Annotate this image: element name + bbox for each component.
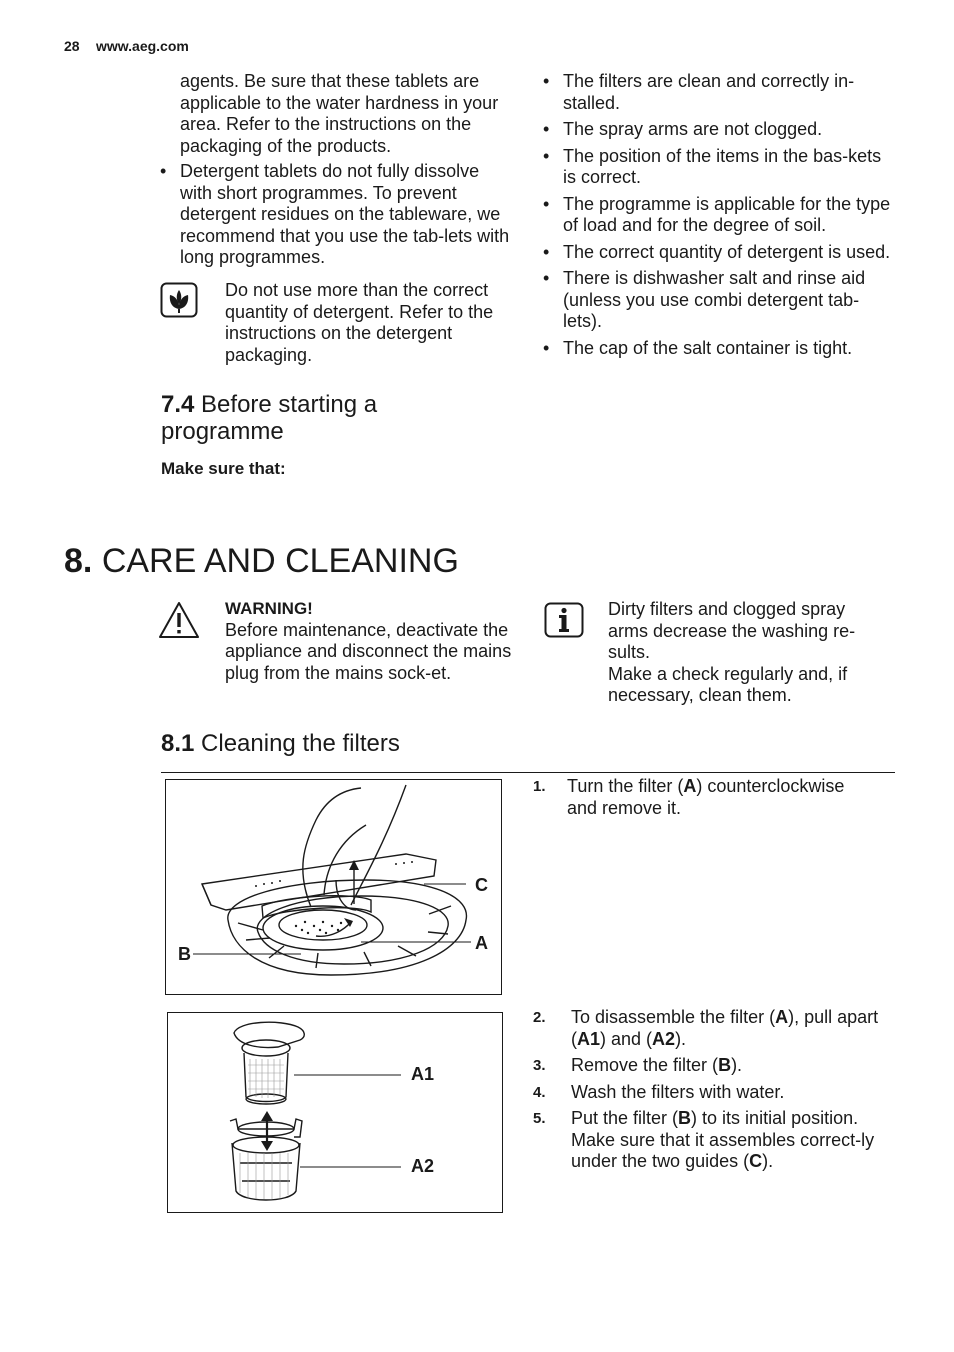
eco-leaf-icon — [160, 282, 198, 318]
section-title: Before starting a programme — [161, 391, 378, 445]
warning-block — [225, 598, 517, 684]
step-ref: B — [678, 1108, 692, 1128]
info-icon — [544, 602, 584, 638]
section-7-4-heading — [161, 391, 491, 445]
filter-removal-illustration — [166, 780, 501, 994]
list-item: • There is dishwasher salt and rinse aid (unless you use combi detergent tab-lets). — [543, 268, 898, 333]
step-ref: A2 — [652, 1028, 676, 1049]
figure-label-a1: A1 — [411, 1064, 435, 1084]
step-text: ), pull apart ( — [571, 1007, 879, 1049]
step-text: Remove the filter ( — [571, 1055, 719, 1075]
step-ref: A — [775, 1007, 789, 1027]
warning-heading: WARNING! — [225, 599, 313, 618]
step-item — [533, 1055, 885, 1077]
list-item: • The cap of the salt container is tight. — [543, 338, 898, 360]
step-ref: A — [683, 776, 697, 796]
chapter-heading — [64, 542, 459, 580]
section-number: 7.4 — [161, 391, 195, 418]
figure-label-b: B — [178, 944, 191, 964]
step-number: 3. — [533, 1057, 546, 1074]
step-number: 4. — [533, 1083, 546, 1101]
step-text: Put the filter ( — [571, 1108, 679, 1128]
eco-note-text: Do not use more than the correct quantity of detergent. Refer to the instructions on the detergent packaging. — [225, 280, 494, 365]
step-text: ) counterclockwise and remove it. — [567, 776, 845, 818]
chapter-title: CARE AND CLEANING — [101, 542, 459, 580]
step-text: ) and ( — [600, 1028, 653, 1049]
figure-label-c: C — [475, 875, 488, 895]
list-item: • The spray arms are not clogged. — [543, 119, 898, 141]
step-text: Turn the filter ( — [567, 776, 684, 796]
section-number: 8.1 — [161, 730, 195, 757]
list-item: • The programme is applicable for the type of load and for the degree of soil. — [543, 194, 898, 237]
checklist — [543, 71, 898, 364]
step-item — [533, 1082, 885, 1104]
chapter-number: 8. — [64, 542, 93, 580]
figure-label-a2: A2 — [411, 1156, 435, 1176]
step-ref: A1 — [577, 1028, 601, 1049]
page-number: 28 — [64, 38, 80, 54]
step-ref: C — [749, 1151, 763, 1171]
info-note-line2: Make a check regularly and, if necessary, clean them. — [608, 663, 848, 705]
info-note — [608, 599, 890, 707]
list-item: • The correct quantity of detergent is used. — [543, 242, 898, 264]
step-ref: B — [718, 1055, 732, 1075]
figure-filter-removal — [165, 779, 502, 995]
section-rule — [161, 772, 895, 773]
list-item: • Detergent tablets do not fully dissolve with short programmes. To prevent detergent residues on the tableware, we recommend that you use the tab-lets with long programmes. — [160, 161, 515, 269]
steps-list-2 — [533, 1007, 885, 1178]
step-text: ). — [731, 1055, 743, 1075]
step-text: ). — [675, 1028, 687, 1049]
filter-disassembly-illustration — [168, 1013, 502, 1212]
list-item: • The filters are clean and correctly in-stalled. — [543, 71, 898, 114]
step-number: 5. — [533, 1110, 546, 1127]
step-text: ). — [762, 1151, 774, 1171]
step-item — [533, 1007, 885, 1050]
section-8-1-heading — [161, 730, 400, 757]
info-note-line1: Dirty filters and clogged spray arms decrease the washing re-sults. — [608, 599, 856, 662]
figure-label-a: A — [475, 933, 488, 953]
step-item — [533, 1108, 885, 1173]
step-text: To disassemble the filter ( — [571, 1007, 776, 1027]
step-number: 1. — [533, 778, 546, 795]
header-url: www.aeg.com — [96, 38, 189, 54]
step-text: ) to its initial position. Make sure that it assembles correct-ly under the two guides ( — [571, 1108, 875, 1171]
step-text: Wash the filters with water. — [571, 1081, 785, 1102]
figure-filter-disassembly — [167, 1012, 503, 1213]
step-number: 2. — [533, 1009, 546, 1026]
section-title: Cleaning the filters — [201, 730, 400, 757]
continuation-text: agents. Be sure that these tablets are applicable to the water hardness in your area. Refer to the instructions on the packaging of the products. — [180, 71, 499, 156]
left-bullet-list — [160, 161, 515, 274]
warning-text: Before maintenance, deactivate the appliance and disconnect the mains plug from the mains sock-et. — [225, 619, 512, 683]
steps-list-1 — [533, 776, 878, 824]
step-item — [533, 776, 878, 819]
list-item: • The position of the items in the bas-kets is correct. — [543, 146, 898, 189]
warning-icon — [158, 601, 200, 639]
make-sure-lead: Make sure that: — [161, 459, 286, 478]
